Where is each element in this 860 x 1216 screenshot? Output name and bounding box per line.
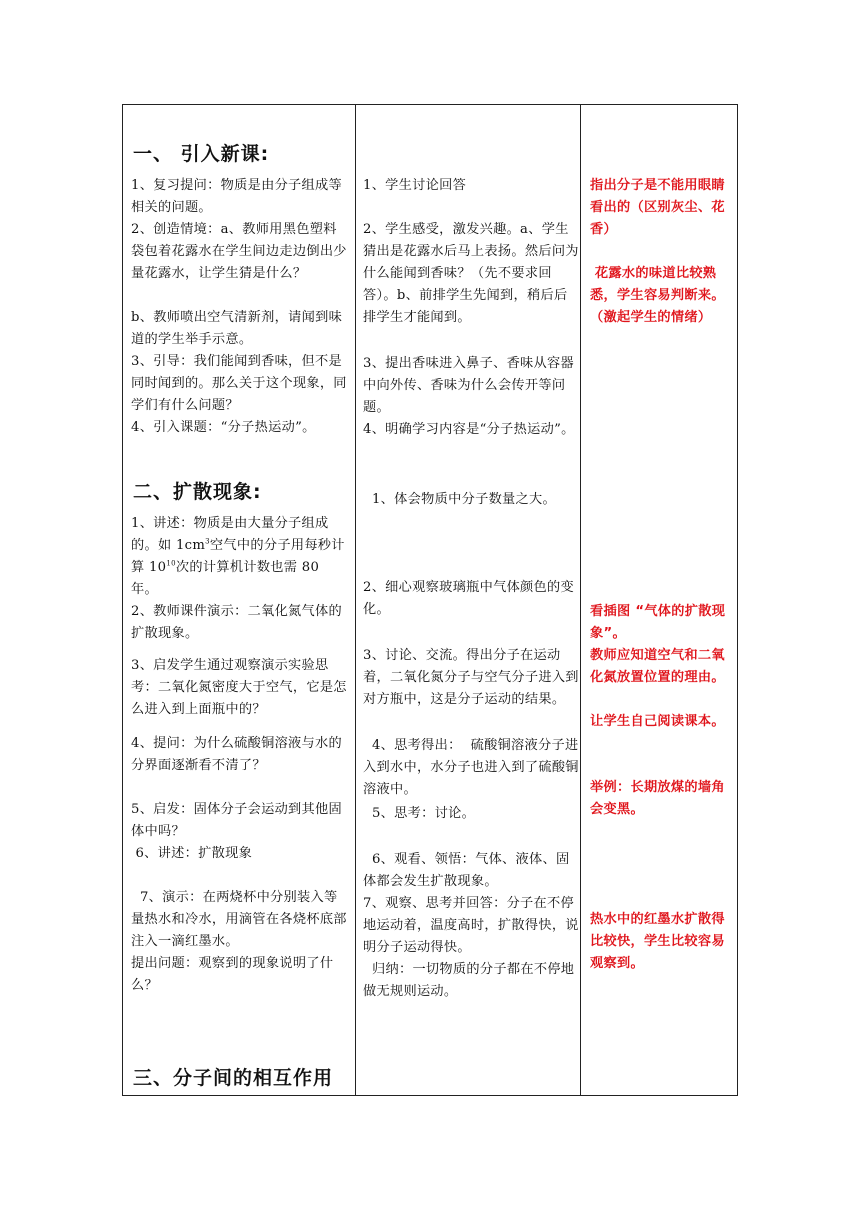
- student-step: 4、明确学习内容是“分子热运动”。: [363, 422, 575, 437]
- teacher-step: 提出问题：观察到的现象说明了什么？: [131, 956, 334, 993]
- design-note: 看插图 “气体的扩散现象”。: [590, 604, 726, 641]
- student-step: 归纳：一切物质的分子都在不停地做无规则运动。: [363, 962, 575, 999]
- teacher-step: 2、教师课件演示：二氧化氮气体的扩散现象。: [131, 604, 343, 641]
- student-step: 3、讨论、交流。得出分子在运动着，二氧化氮分子与空气分子进入到对方瓶中，这是分子运动的结果。: [363, 648, 579, 707]
- section-heading-diffusion: 二、扩散现象:: [133, 481, 262, 503]
- lesson-plan-table: [122, 104, 738, 1096]
- design-note: 让学生自己阅读课本。: [590, 714, 725, 729]
- design-note: 指出分子是不能用眼睛看出的（区别灰尘、花香）: [590, 178, 725, 237]
- student-step: 3、提出香味进入鼻子、香味从容器中向外传、香味为什么会传开等问题。: [363, 356, 575, 415]
- column-divider: [355, 105, 356, 1095]
- column-divider: [580, 105, 581, 1095]
- student-step: 4、思考得出： 硫酸铜溶液分子进入到水中，水分子也进入到了硫酸铜溶液中。: [363, 738, 579, 797]
- section-heading-interaction: 三、分子间的相互作用: [133, 1067, 334, 1089]
- student-step: 5、思考：讨论。: [363, 806, 476, 821]
- teacher-activity-column: [131, 105, 349, 1095]
- teacher-step: 5、启发：固体分子会运动到其他固体中吗？: [131, 802, 343, 839]
- teacher-step: 4、提问：为什么硫酸铜溶液与水的分界面逐渐看不清了？: [131, 736, 343, 773]
- student-step: 1、体会物质中分子数量之大。: [363, 492, 557, 507]
- design-notes-column: [590, 105, 732, 1095]
- teacher-step: 7、演示：在两烧杯中分别装入等量热水和冷水，用滴管在各烧杯底部注入一滴红墨水。: [131, 890, 347, 949]
- teacher-step: 1、讲述：物质是由大量分子组成的。如 $1cm^3$空气中的分子用每秒计算 $10^{10}$次的计算机计数也需 80 年。: [131, 516, 345, 597]
- design-note: 花露水的味道比较熟悉，学生容易判断来。（激起学生的情绪）: [590, 266, 725, 325]
- student-step: 6、观看、领悟：气体、液体、固体都会发生扩散现象。: [363, 852, 570, 889]
- student-step: 7、观察、思考并回答：分子在不停地运动着，温度高时，扩散得快，说明分子运动得快。: [363, 896, 579, 955]
- student-step: 2、学生感受，激发兴趣。a、学生猜出是花露水后马上表扬。然后问为什么能闻到香味？（先不要求回答）。b、前排学生先闻到，稍后后排学生才能闻到。: [363, 222, 579, 325]
- student-activity-column: [363, 105, 579, 1095]
- teacher-step: 6、讲述：扩散现象: [131, 846, 253, 861]
- design-note: 举例：长期放煤的墙角会变黑。: [590, 780, 725, 817]
- section-heading-intro: 一、 引入新课:: [133, 143, 270, 165]
- teacher-step: 4、引入课题：“分子热运动”。: [131, 420, 316, 435]
- teacher-step: b、教师喷出空气清新剂，请闻到味道的学生举手示意。: [131, 310, 343, 347]
- design-note: 热水中的红墨水扩散得比较快，学生比较容易观察到。: [590, 912, 725, 971]
- student-step: 1、学生讨论回答: [363, 178, 467, 193]
- student-step: 2、细心观察玻璃瓶中气体颜色的变化。: [363, 580, 575, 617]
- teacher-step: 2、创造情境：a、教师用黑色塑料袋包着花露水在学生间边走边倒出少量花露水，让学生猜是什么？: [131, 222, 347, 281]
- design-note: 教师应知道空气和二氧化氮放置位置的理由。: [590, 648, 725, 685]
- teacher-step: 3、启发学生通过观察演示实验思考：二氧化氮密度大于空气，它是怎么进入到上面瓶中的？: [131, 658, 347, 717]
- teacher-step: 3、引导：我们能闻到香味，但不是同时闻到的。那么关于这个现象，同学们有什么问题？: [131, 354, 347, 413]
- teacher-step: 1、复习提问：物质是由分子组成等相关的问题。: [131, 178, 343, 215]
